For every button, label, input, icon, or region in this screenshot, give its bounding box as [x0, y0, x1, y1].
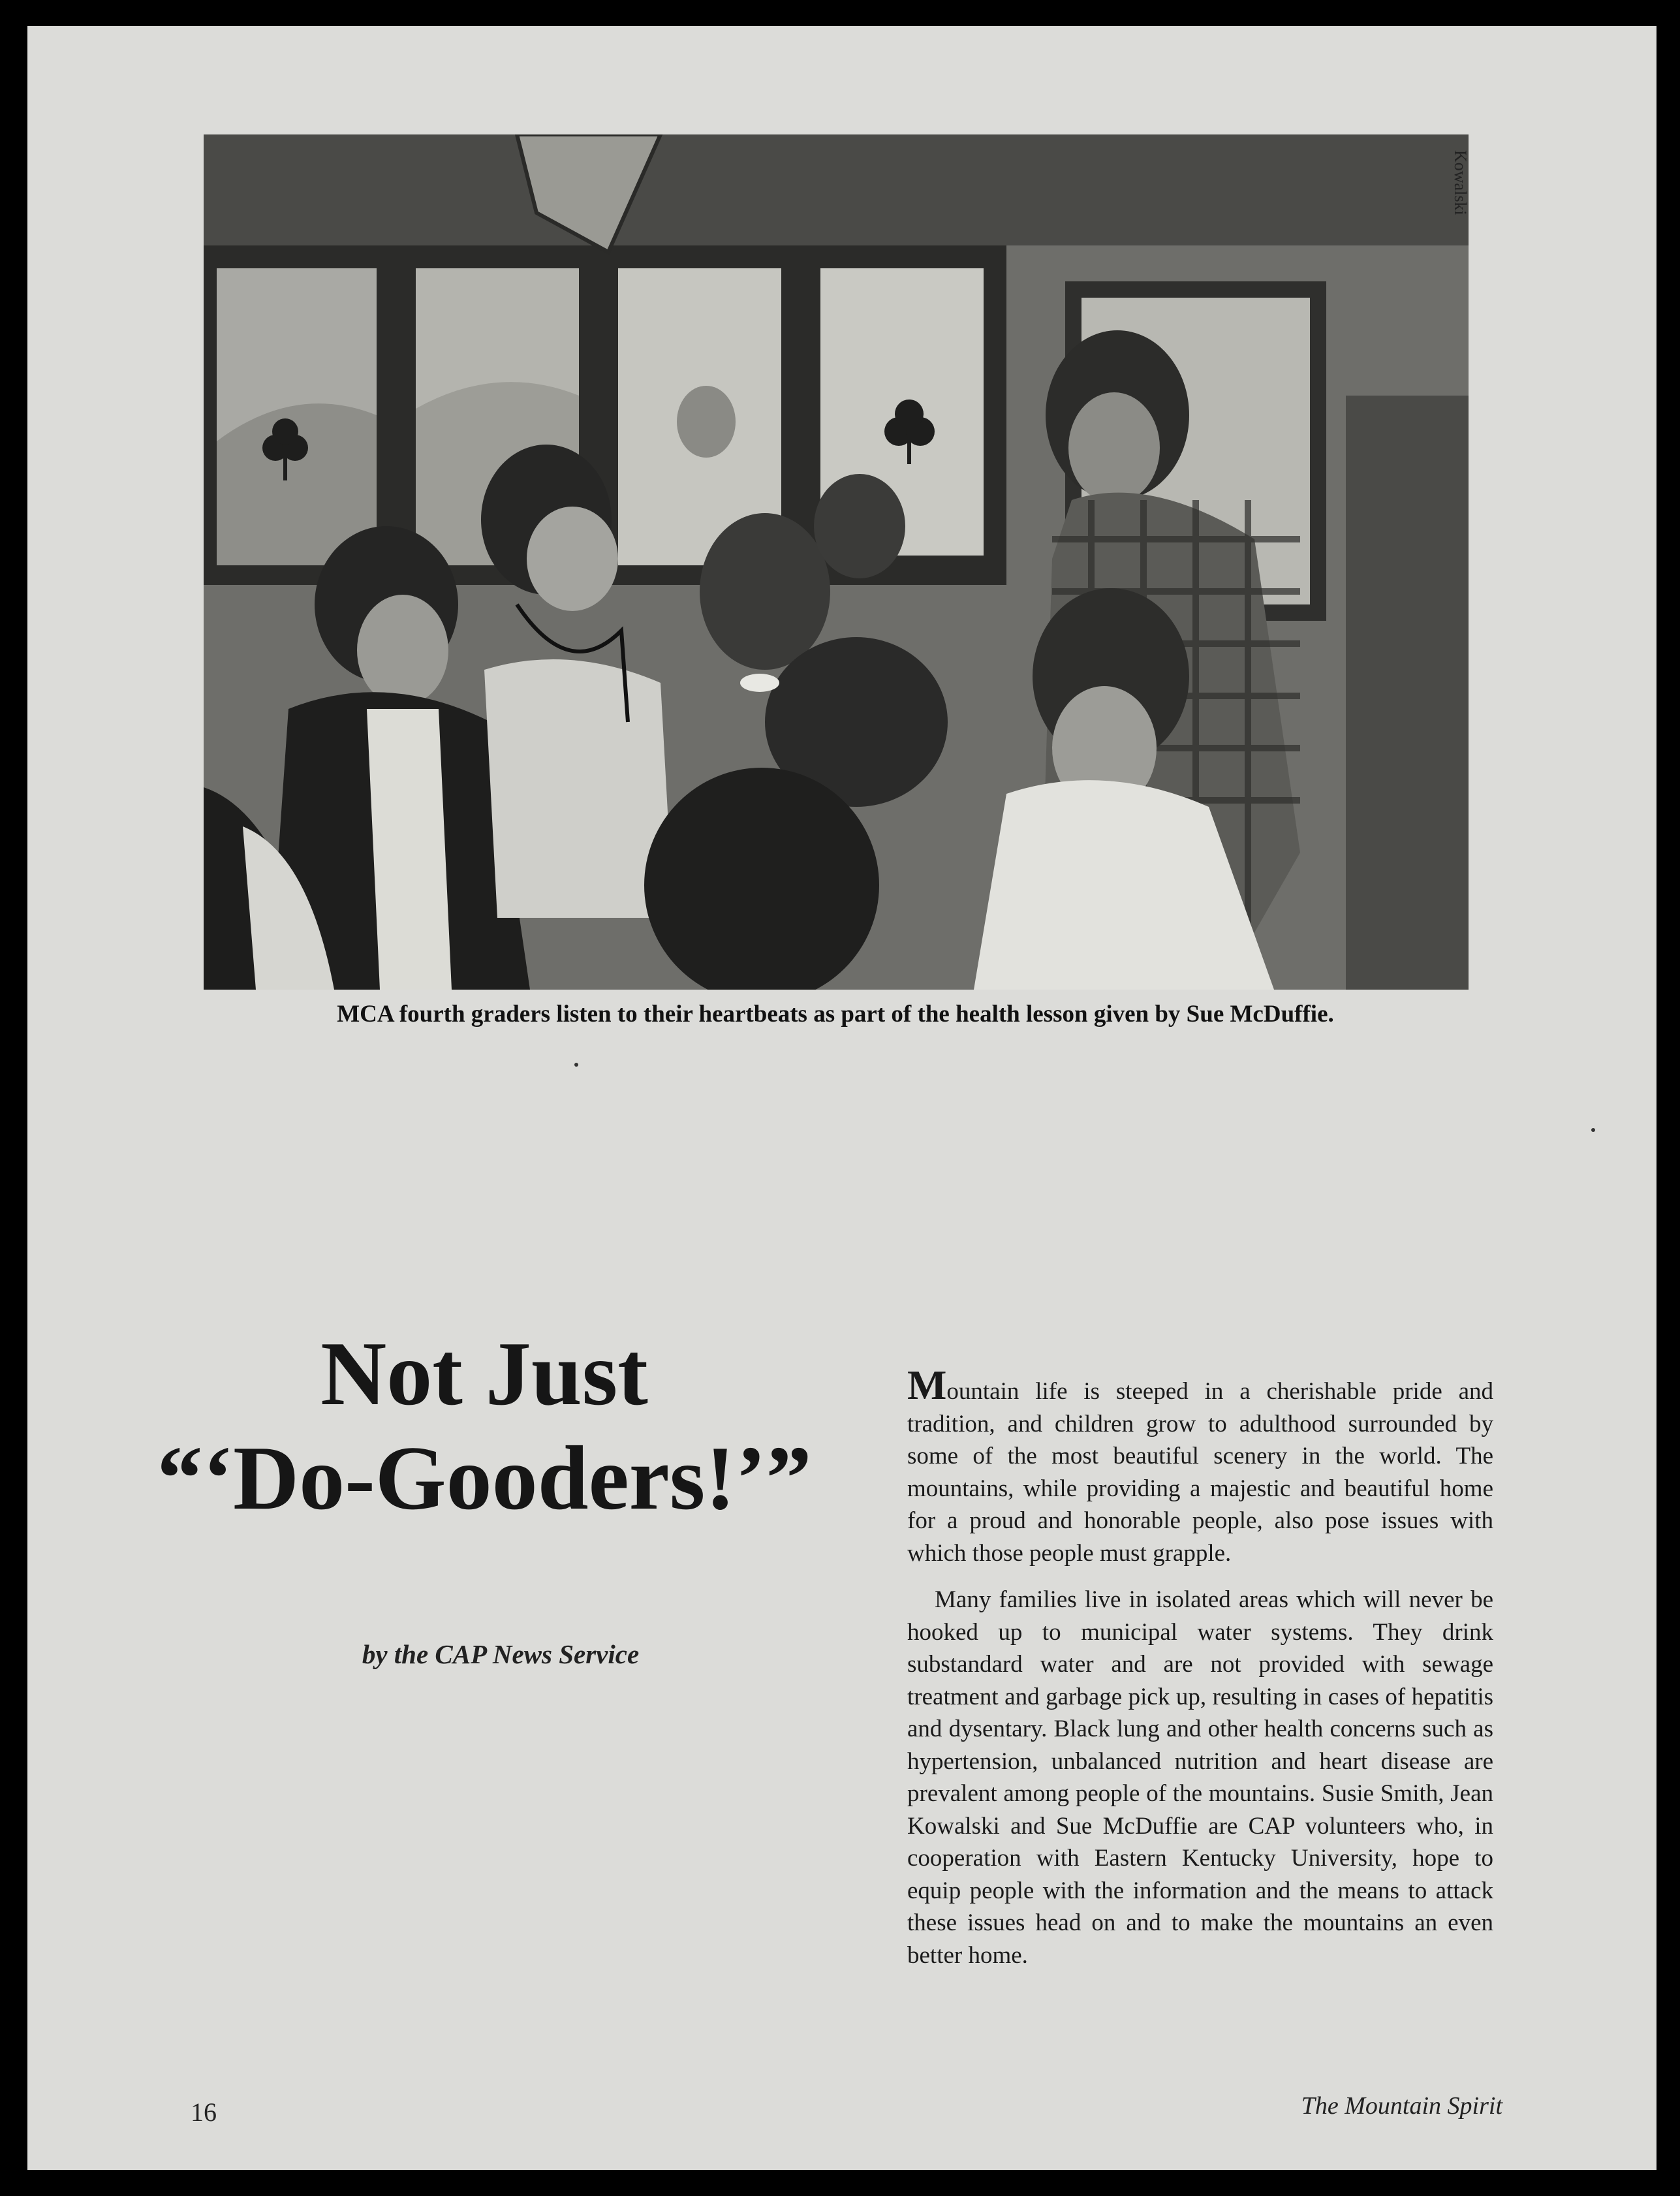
print-speck	[1591, 1128, 1595, 1132]
article-paragraph: Many families live in isolated areas which will never be hooked up to municipal water systems. They drink substandard water and are not provided with sewage treatment and garbage pick up, resulting in cases of hepatitis and dysentary. Black lung and other health concerns such as hypertension, unbalanced nutrition and heart disease are prevalent among people of the mountains. Susie Smith, Jean Kowalski and Sue McDuffie are CAP volunteers who, in cooperation with Eastern Kentucky University, hope to equip people with the information and the means to attack these issues head on and to make the mountains an even better home.	[907, 1586, 1493, 1969]
article-paragraph: Mountain life is steeped in a cherishable pride and tradition, and children grow to adulthood surrounded by some of the most beautiful scenery in the world. The mountains, while providing a majestic and beautiful home for a proud and honorable people, also pose issues with which those people must grapple.	[907, 1362, 1493, 1567]
print-speck	[574, 1063, 578, 1067]
photo-credit: Kowalski	[1451, 150, 1470, 215]
page-number: 16	[191, 2097, 217, 2127]
magazine-page	[27, 26, 1657, 2170]
byline: by the CAP News Service	[362, 1639, 640, 1669]
article-body	[907, 1362, 1493, 1986]
photo-caption: MCA fourth graders listen to their heartbeats as part of the health lesson given by Sue McDuffie.	[337, 1001, 1334, 1027]
publication-name: The Mountain Spirit	[1301, 2092, 1502, 2120]
title-line-1: Not Just	[320, 1323, 648, 1424]
classroom-photo	[204, 134, 1469, 990]
title-line-2: “‘Do-Gooders!’”	[157, 1428, 812, 1529]
article-title	[125, 1322, 843, 1531]
